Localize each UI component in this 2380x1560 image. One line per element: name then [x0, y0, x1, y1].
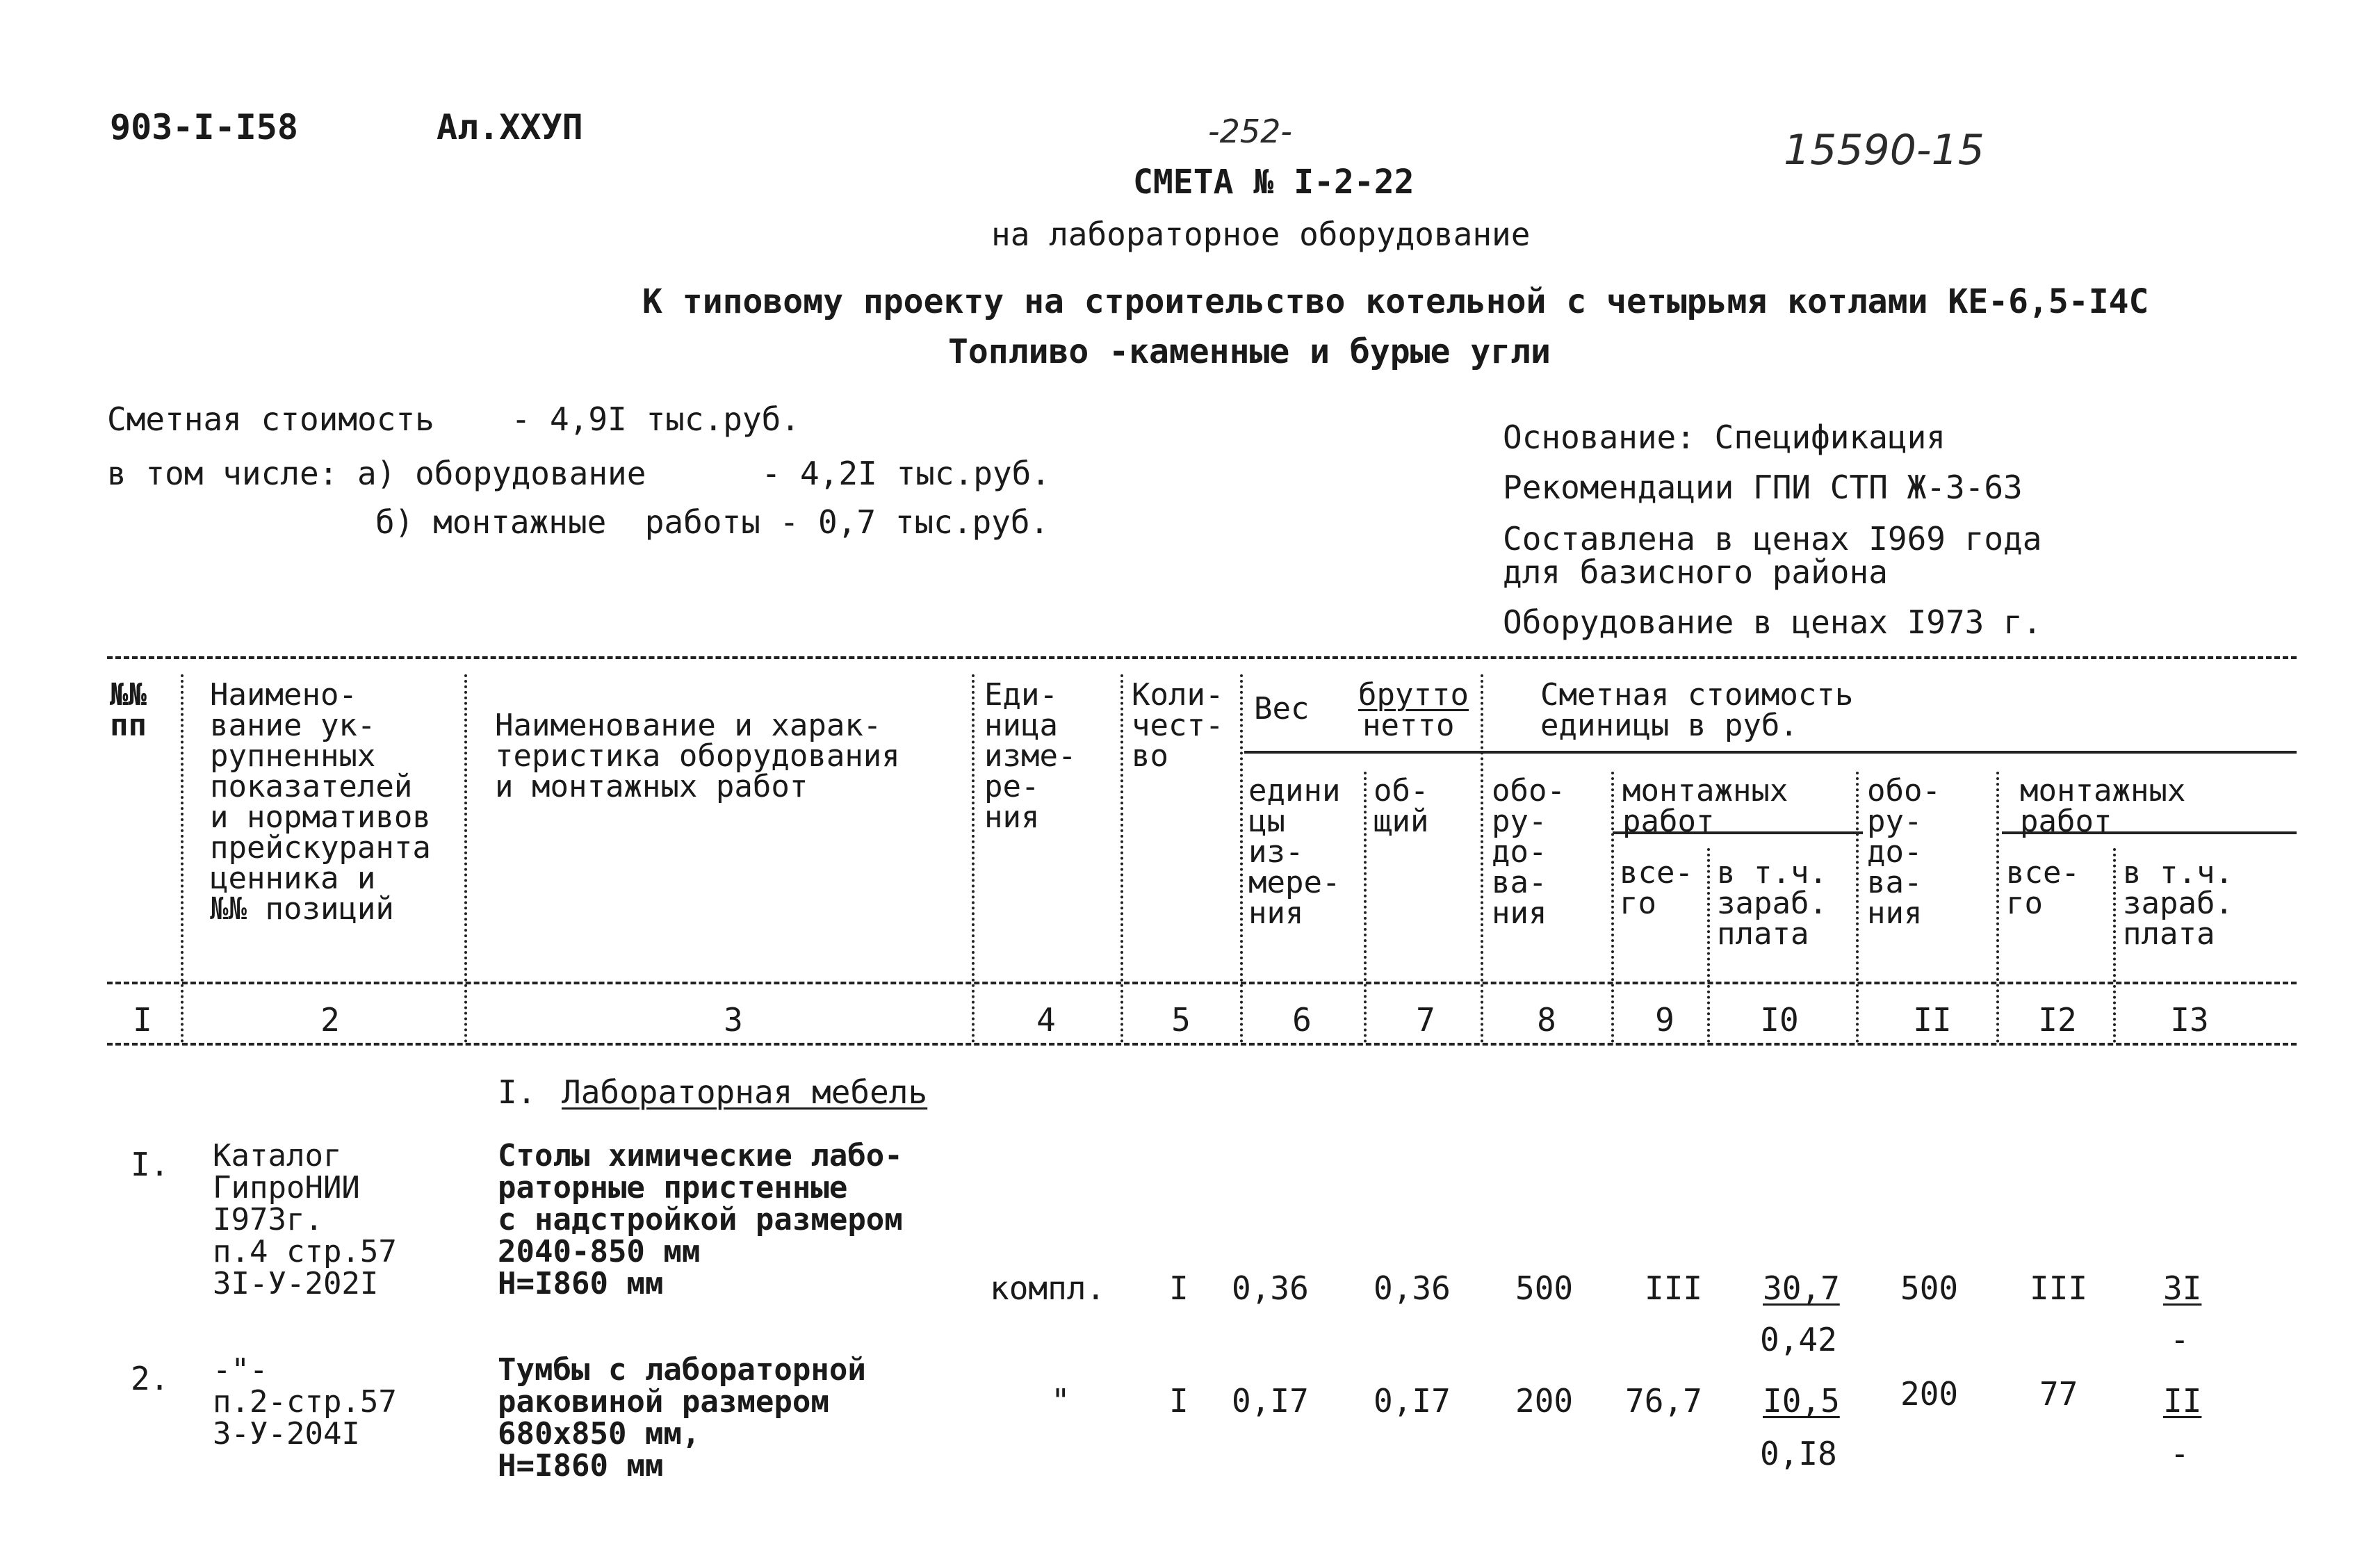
- row-1-mont-total-wage-2: -: [2170, 1321, 2190, 1358]
- fuel-line: Топливо -каменные и бурые угли: [948, 332, 1551, 371]
- header-col11: обо- ру- до- ва- ния: [1867, 773, 1941, 931]
- header-bottom-rule: [107, 982, 2297, 984]
- header-col10: в т.ч. зараб. плата: [1717, 855, 1827, 952]
- header-col2: Наимено- вание ук- рупненных показателей и нормативов прейскуранта ценника и №№ позиций: [210, 677, 431, 927]
- basis-line-2: Рекомендации ГПИ СТП Ж-3-63: [1503, 469, 2023, 506]
- col-sep: [1364, 772, 1367, 1043]
- col-sep: [2113, 848, 2116, 1043]
- row-1-reference: Каталог ГипроНИИ I973г. п.4 стр.57 3I-У-202I: [213, 1138, 397, 1301]
- header-col4: Еди- ница изме- ре- ния: [984, 677, 1077, 835]
- row-1-equip-total: 500: [1900, 1269, 1959, 1307]
- column-number: 6: [1292, 1001, 1312, 1039]
- header-col12: все- го: [2006, 855, 2080, 921]
- col-sep: [1611, 772, 1614, 1043]
- album-number: Ал.ХХУП: [437, 107, 583, 147]
- table-top-rule: [107, 656, 2297, 659]
- row-2-mont-total-wage-2: -: [2170, 1435, 2190, 1472]
- header-col9: все- го: [1620, 855, 1693, 921]
- row-2-mont-total-wage: II: [2163, 1382, 2202, 1420]
- header-col3: Наименование и харак- теристика оборудования и монтажных работ: [495, 708, 900, 804]
- basis-line-1: Основание: Спецификация: [1503, 419, 1946, 456]
- col-sep: [1120, 674, 1123, 1043]
- basis-line-3a: Составлена в ценах I969 года: [1503, 520, 2042, 558]
- col-sep: [1996, 772, 1999, 1043]
- row-1-weight-total: 0,36: [1374, 1269, 1451, 1307]
- col-sep: [1856, 772, 1859, 1043]
- column-number: I0: [1760, 1001, 1799, 1039]
- column-number: 9: [1655, 1001, 1674, 1039]
- row-1-description: Столы химические лабо- раторные пристенные с надстройкой размером 2040-850 мм Н=I860 мм: [498, 1138, 903, 1301]
- basis-line-4: Оборудование в ценах I973 г.: [1503, 603, 2042, 641]
- column-number: II: [1913, 1001, 1952, 1039]
- col-sep: [464, 674, 467, 1043]
- column-number: 8: [1537, 1001, 1556, 1039]
- header-weight-label: Вес: [1254, 691, 1310, 726]
- column-number: 2: [320, 1001, 340, 1039]
- row-2-mont-total: 77: [2039, 1375, 2078, 1413]
- project-code: 903-I-I58: [110, 107, 298, 147]
- header-col6: едини цы из- мере- ния: [1248, 773, 1341, 931]
- row-1-weight-unit: 0,36: [1232, 1269, 1309, 1307]
- row-1-unit: компл.: [990, 1269, 1106, 1307]
- row-1-mont-total-wage: 3I: [2163, 1269, 2202, 1307]
- cost-header-rule: [1244, 751, 2297, 754]
- header-col1: №№ пп: [110, 677, 147, 743]
- row-1-number: I.: [131, 1146, 170, 1183]
- row-1-mont-unit-wage: 30,7: [1763, 1269, 1840, 1307]
- column-number: I2: [2038, 1001, 2077, 1039]
- row-2-mont-unit-total: 76,7: [1625, 1382, 1702, 1420]
- page-number: -252-: [1208, 113, 1292, 150]
- row-2-mont-unit-wage: I0,5: [1763, 1382, 1840, 1420]
- column-number: I: [133, 1001, 152, 1039]
- row-2-equip-total: 200: [1900, 1375, 1959, 1413]
- estimate-subtitle: на лабораторное оборудование: [991, 216, 1531, 253]
- row-2-description: Тумбы с лабораторной раковиной размером 680х850 мм, Н=I860 мм: [498, 1352, 866, 1484]
- row-2-number: 2.: [131, 1360, 170, 1397]
- header-col8: обо- ру- до- ва- ния: [1492, 773, 1565, 931]
- basis-line-3b: для базисного района: [1503, 553, 1888, 591]
- row-2-qty: I: [1169, 1382, 1189, 1420]
- row-2-weight-unit: 0,I7: [1232, 1382, 1309, 1420]
- header-col13: в т.ч. зараб. плата: [2123, 855, 2233, 952]
- col-sep: [1707, 848, 1710, 1043]
- row-2-equip-unit: 200: [1515, 1382, 1574, 1420]
- header-mont-unit: монтажных работ: [1622, 773, 1788, 839]
- installation-cost: б) монтажные работы - 0,7 тыс.руб.: [375, 503, 1050, 541]
- estimate-title: СМЕТА № I-2-22: [1133, 163, 1415, 202]
- row-2-unit: ": [1051, 1382, 1070, 1420]
- row-2-reference: -"- п.2-стр.57 3-У-204I: [213, 1352, 397, 1452]
- column-number: I3: [2170, 1001, 2209, 1039]
- header-weight-netto: нетто: [1362, 708, 1455, 743]
- project-line: К типовому проекту на строительство котельной с четырьмя котлами КЕ-6,5-I4С: [642, 282, 2149, 321]
- column-number: 5: [1171, 1001, 1191, 1039]
- equipment-cost: в том числе: а) оборудование - 4,2I тыс.руб.: [107, 455, 1051, 492]
- header-weight-brutto: брутто: [1358, 677, 1469, 713]
- header-col5: Коли- чест- во: [1132, 677, 1224, 774]
- row-1-mont-unit-wage-2: 0,42: [1760, 1321, 1837, 1358]
- column-number: 4: [1036, 1001, 1056, 1039]
- row-1-equip-unit: 500: [1515, 1269, 1574, 1307]
- col-sep: [1481, 674, 1483, 1043]
- section-number: I.: [498, 1073, 537, 1111]
- row-1-qty: I: [1169, 1269, 1189, 1307]
- header-cost-label: Сметная стоимость единицы в руб.: [1540, 677, 1854, 743]
- col-sep: [181, 674, 184, 1043]
- column-number: 7: [1416, 1001, 1435, 1039]
- col-sep: [1240, 674, 1243, 1043]
- column-number-rule: [107, 1043, 2297, 1046]
- row-1-mont-total: III: [2030, 1269, 2088, 1307]
- header-col7: об- щий: [1374, 773, 1429, 839]
- header-mont-total: монтажных работ: [2020, 773, 2186, 839]
- row-1-mont-unit-total: III: [1645, 1269, 1703, 1307]
- row-2-weight-total: 0,I7: [1374, 1382, 1451, 1420]
- section-title: Лабораторная мебель: [562, 1073, 928, 1111]
- col-sep: [972, 674, 975, 1043]
- row-2-mont-unit-wage-2: 0,I8: [1760, 1435, 1837, 1472]
- handwritten-number: 15590-15: [1784, 126, 1984, 174]
- total-cost: Сметная стоимость - 4,9I тыс.руб.: [107, 400, 800, 438]
- column-number: 3: [724, 1001, 743, 1039]
